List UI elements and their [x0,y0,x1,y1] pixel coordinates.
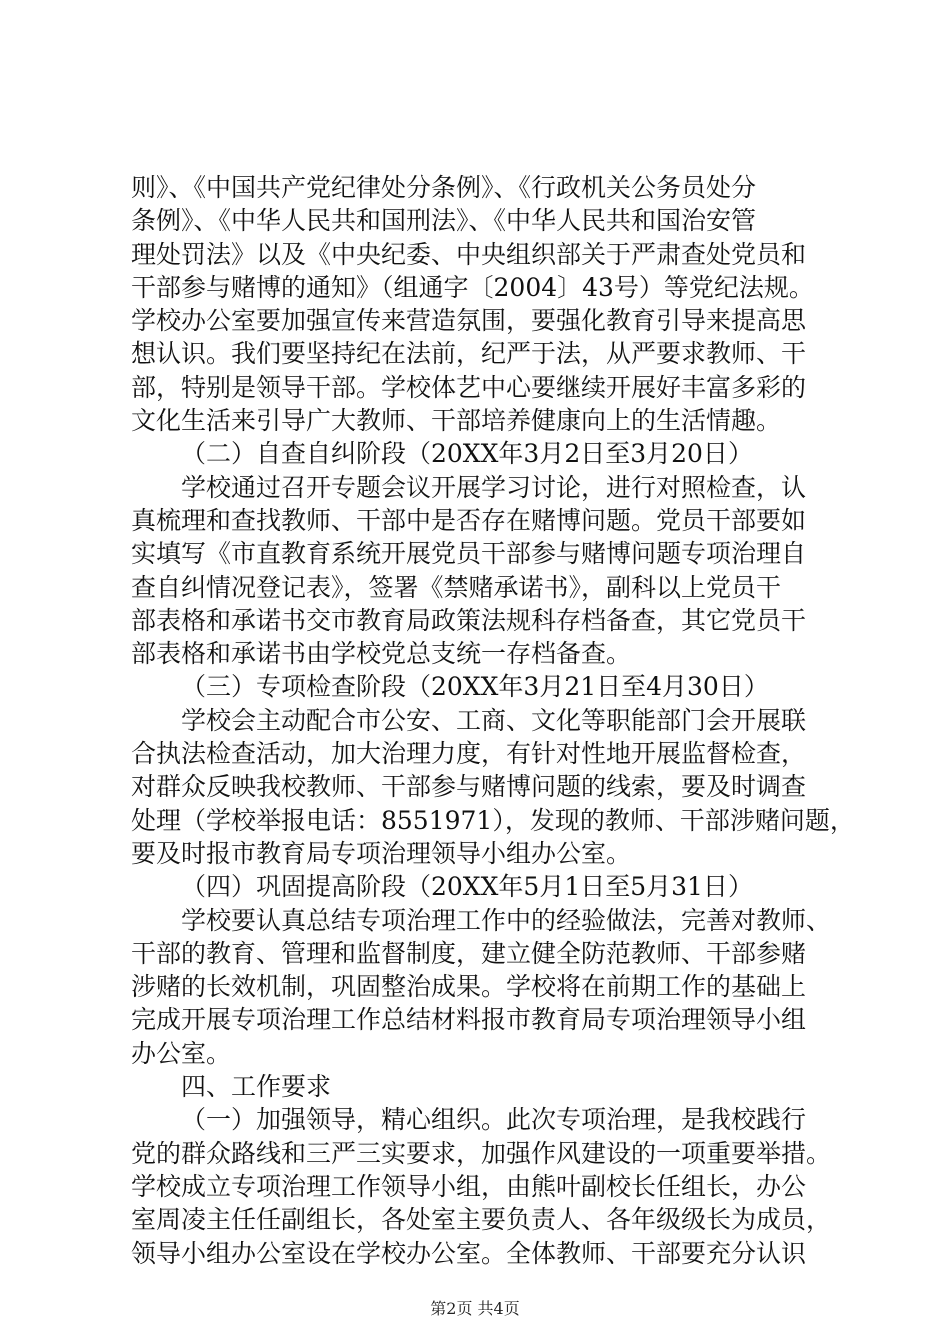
body-line: 合执法检查活动，加大治理力度，有针对性地开展监督检查， [131,739,807,769]
page-footer [0,1296,950,1319]
section-heading: （三）专项检查阶段（20XX年3月21日至4月30日） [181,672,769,702]
body-line: 学校成立专项治理工作领导小组，由熊叶副校长任组长，办公 [131,1171,807,1201]
body-line: （一）加强领导，精心组织。此次专项治理，是我校践行 [181,1105,807,1135]
body-line: 学校会主动配合市公安、工商、文化等职能部门会开展联 [181,705,807,735]
body-line: 部表格和承诺书交市教育局政策法规科存档备查，其它党员干 [131,605,807,635]
body-line: 部，特别是领导干部。学校体艺中心要继续开展好丰富多彩的 [131,372,807,402]
document-body [131,171,855,1270]
body-line: 则》、《中国共产党纪律处分条例》、《行政机关公务员处分 [131,173,757,202]
body-line: 完成开展专项治理工作总结材料报市教育局专项治理领导小组 [131,1005,807,1035]
body-line: 部表格和承诺书由学校党总支统一存档备查。 [131,639,632,669]
body-line: 理处罚法》以及《中央纪委、中央组织部关于严肃查处党员和 [131,239,807,269]
section-heading: （四）巩固提高阶段（20XX年5月1日至5月31日） [181,872,753,902]
body-line: 领导小组办公室设在学校办公室。全体教师、干部要充分认识 [131,1238,807,1268]
section-heading: （二）自查自纠阶段（20XX年3月2日至3月20日） [181,439,753,469]
body-line: 实填写《市直教育系统开展党员干部参与赌博问题专项治理自 [131,539,807,569]
body-line: 学校办公室要加强宣传来营造氛围，要强化教育引导来提高思 [131,306,807,336]
body-line: 办公室。 [131,1038,232,1068]
body-line: 干部参与赌博的通知》（组通字〔2004〕43号）等党纪法规。 [131,272,814,302]
body-line: 真梳理和查找教师、干部中是否存在赌博问题。党员干部要如 [131,505,807,535]
body-line: 条例》、《中华人民共和国刑法》、《中华人民共和国治安管 [131,206,757,236]
body-line: 学校要认真总结专项治理工作中的经验做法，完善对教师、 [181,905,832,935]
body-line: 想认识。我们要坚持纪在法前，纪严于法，从严要求教师、干 [131,339,807,369]
body-line: 文化生活来引导广大教师、干部培养健康向上的生活情趣。 [131,406,782,436]
body-line: 室周凌主任任副组长，各处室主要负责人、各年级级长为成员， [131,1205,832,1235]
body-line: 涉赌的长效机制，巩固整治成果。学校将在前期工作的基础上 [131,972,807,1002]
body-line: 查自纠情况登记表》，签署《禁赌承诺书》，副科以上党员干 [131,572,782,602]
body-line: 干部的教育、管理和监督制度，建立健全防范教师、干部参赌 [131,938,807,968]
body-line: 处理（学校举报电话：8551971），发现的教师、干部涉赌问题， [131,805,855,835]
section-heading: 四、工作要求 [181,1072,332,1102]
body-line: 学校通过召开专题会议开展学习讨论，进行对照检查，认 [181,472,807,502]
page-number-label: 第2页 共4页 [430,1299,520,1318]
body-line: 要及时报市教育局专项治理领导小组办公室。 [131,838,632,868]
body-line: 对群众反映我校教师、干部参与赌博问题的线索，要及时调查 [131,772,807,802]
body-line: 党的群众路线和三严三实要求，加强作风建设的一项重要举措。 [131,1138,832,1168]
